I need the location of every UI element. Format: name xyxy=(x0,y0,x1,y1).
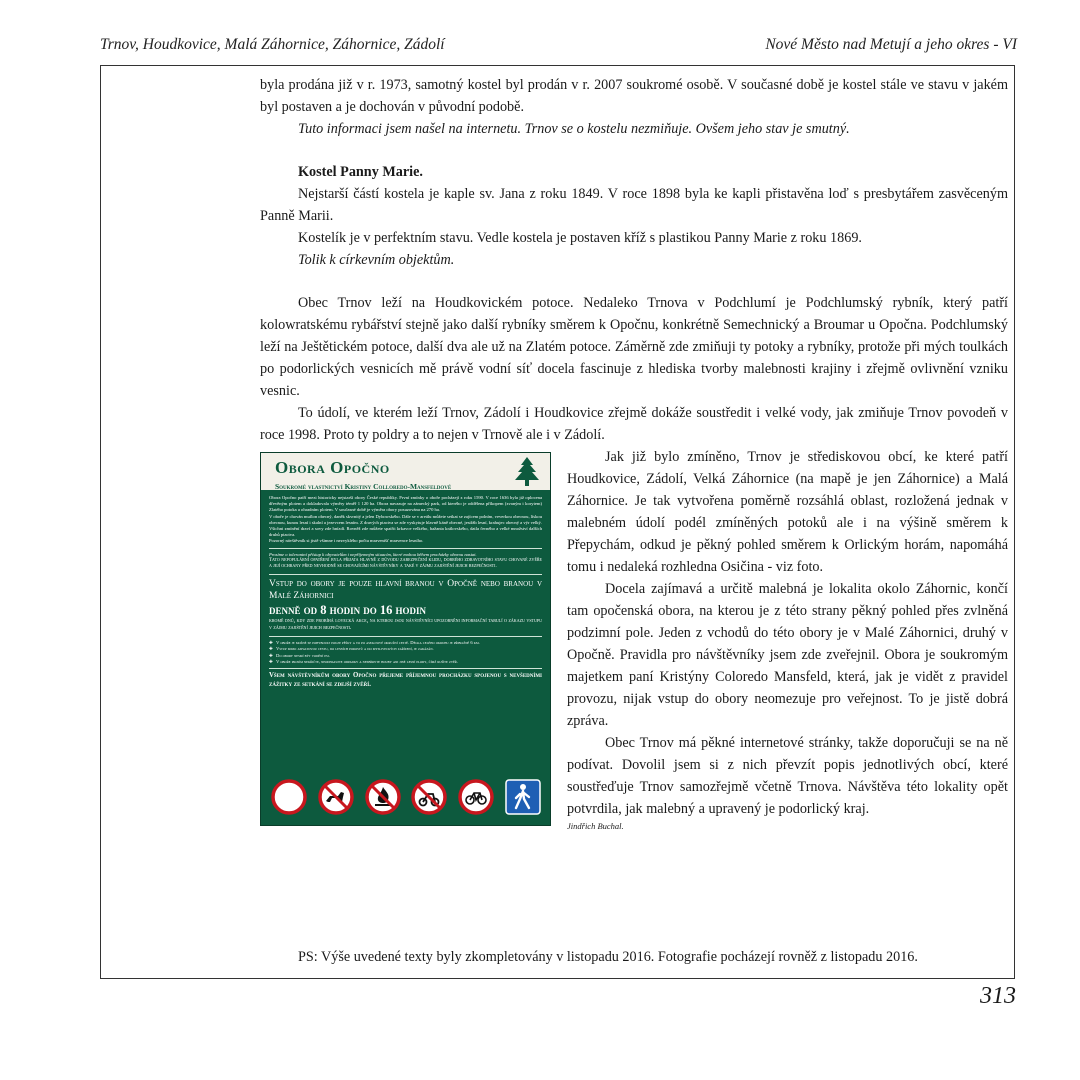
sign-text: V oboře je chován muflon obecný, daněk skvrnitý a jelen Dybowského. Dále se v areálu můžete setkat se zajícem polním, veverkou obecnou, lískou obecnou, kunou lesní i skalní a jezevcem lesním. Z dravých ptactva se zde vyskytuje hlavně káně obecné, jestřáb lesní, krahujec obecný a výr velký. Všichni zmínění draví a sovy zde hnízdí. Rovněž zde můžete spatřit krkavce velkého, bažanta královského, datla černého a velké množství dalších druhů ptactva. xyxy=(269,513,542,538)
running-header-right: Nové Město nad Metují a jeho okres - VI xyxy=(765,36,1017,53)
main-text xyxy=(260,74,1008,832)
sign-rule-item: ✚ Do obory nesmí být vodění psi. xyxy=(269,653,542,659)
no-dogs-icon xyxy=(318,779,354,815)
sign-hours: denně od 8 hodin do 16 hodin xyxy=(269,602,427,617)
section-heading: Kostel Panny Marie. xyxy=(298,164,423,180)
paragraph: To údolí, ve kterém leží Trnov, Zádolí i Houdkovice zřejmě dokáže soustředit i velké vody, jak zmiňuje Trnov povodeň v roce 1998. Proto ty poldry a to nejen v Trnově ale i v Zádolí. xyxy=(260,405,1008,443)
paragraph: Docela zajímavá a určitě malebná je lokalita okolo Záhornic, končí tam opočenská obora, na kterou je z této strany pěkný pohled přes zvlněná podzimní pole. Jeden z vchodů do této obory je v Malé Záhornici, druhý v Opočně. Pravidla pro návštěvníky jsem zde zveřejnil. Obora je soukromým majetkem paní Kristýny Coloredo Mansfeld, která, jak je vidět z pravidel provozu, nijak vstup do obory neomezuje pro veřejnost. To je jistě dobrá zpráva. xyxy=(567,581,1008,729)
no-fire-icon xyxy=(365,779,401,815)
sign-text: Tato nepopulární opatření byla přijata hlavně z důvodu zabezpečení klidu, dobrého zdravotního stavu chované zvěře a její ochrany před nevhodně se chovajícími návštěvníky a také v zájmu zajištění jejich bezpečnosti. xyxy=(269,557,542,570)
photo-obora-sign xyxy=(260,452,551,826)
postscript: PS: Výše uvedené texty byly zkompletovány v listopadu 2016. Fotografie pocházejí rovněž z listopadu 2016. xyxy=(298,949,918,965)
paragraph: Obec Trnov leží na Houdkovickém potoce. Nedaleko Trnova v Podchlumí je Podchlumský rybník, který patří kolowratskému rybářství stejně jako další rybníky směrem k Opočnu, konkrétně Semechnický a Broumar u Opočna. Podchlumský leží na Ještětickém potoce, další dva ale už na Zlatém potoce. Záměrně zde zmiňuji ty potoky a rybníky, protože při mých toulkách po podorlických vesnicích mě právě vodní síť docela fascinuje z hlediska tvorby malebnosti krajiny i zřejmě ovlivnění vzniku vesnic. xyxy=(260,295,1008,399)
sign-subtitle: Soukromé vlastnictví Kristiny Colloredo-Mansfeldové xyxy=(275,482,452,491)
pedestrians-allowed-icon xyxy=(505,779,541,815)
page-number: 313 xyxy=(980,983,1016,1009)
sign-title: Obora Opočno xyxy=(275,458,390,477)
paragraph: Nejstarší částí kostela je kaple sv. Jana z roku 1849. V roce 1898 byla ke kapli přistavěna loď s presbytářem zasvěceným Panně Marii. xyxy=(260,186,1008,224)
running-header xyxy=(100,36,1017,60)
sign-icons xyxy=(271,779,541,815)
paragraph: Kostelík je v perfektním stavu. Vedle kostela je postaven kříž s plastikou Panny Marie z roku 1869. xyxy=(298,230,862,246)
no-entry-icon xyxy=(271,779,307,815)
sign-bottom: Všem návštěvníkům obory Opočno přejeme příjemnou procházku spojenou s nevšedními zážitky ze setkání se zdejší zvěří. xyxy=(269,672,542,688)
sign-text: Pozorný návštěvník si jistě všimne i nezvyklého počtu mravenišť mravence lesního. xyxy=(269,538,424,544)
sign-rule-item: ✚ V oboře prosím nekřičte, neodhazujte odpadky a nesbírejte houby ani jiné lesní plody, čímž rušíte zvěř. xyxy=(269,659,542,665)
paragraph: Obec Trnov má pěkné internetové stránky, takže doporučuji se na ně podívat. Dovolil jsem si z nich převzít popis jednotlivých obcí, které soustřeďuje Trnov samozřejmě včetně Trnova. Návštěva této lokality opět potvrdila, jak malebný a upravený je podorlický kraj. xyxy=(567,735,1008,817)
sign-rule-item: ✚ V oboře je možné se pohybovat pouze pěšky a to po asfaltové okružní cestě. Délka celého okruhu je přibližně 6 km. xyxy=(269,640,542,646)
no-motor-vehicles-icon xyxy=(411,779,447,815)
sign-note: Prosíme o tolerantní přístup k obyvatelům i nepříjemným situacím, které mohou během procházky oborou nastat. xyxy=(269,551,477,557)
sign-header xyxy=(261,453,550,490)
obora-sign xyxy=(260,452,551,826)
no-bicycles-icon xyxy=(458,779,494,815)
tree-icon xyxy=(512,456,542,488)
sign-text: kromě dnů, kdy zde probíhá lovecká akce, na kterou jsou návštěvníci upozorněni informační tabulí o zákazu vstupu v zájmu zajištění jejich bezpečnosti. xyxy=(269,617,542,632)
paragraph-note: Tuto informaci jsem našel na internetu. Trnov se o kostelu nezmiňuje. Ovšem jeho stav je smutný. xyxy=(298,121,850,137)
paragraph: Jak již bylo zmíněno, Trnov je střediskovou obcí, ke které patří Houdkovice, Zádolí, Velká Záhornice (na mapě je jen Záhornice) a Malá Záhornice. Je tak vytvořena poměrně rozsáhlá oblast, rozložená jednak v malebném údolí podél zmíněných potoků ale i na výšině směrem k Přepychám, odkud je pěkný pohled směrem k Orlickým horám, napomáhá tomu i nedaleká rozhledna Osičina - viz foto. xyxy=(567,449,1008,575)
sign-body xyxy=(269,495,542,690)
signature: Jindřich Buchal. xyxy=(567,821,624,831)
sign-entry: Vstup do obory je pouze hlavní branou v Opočně nebo branou v Malé Záhornici xyxy=(269,578,542,601)
sign-rule-item: ✚ Vstup mimo asfaltovou cestu, do lesních porostů a do mysliveckých zařízení, je zakázán. xyxy=(269,646,542,652)
sign-rules xyxy=(269,640,542,665)
sign-text: Obora Opočno patří mezi historicky nejstarší obory České republiky. První zmínky o oboře pocházejí z roku 1590. V roce 1636 byla již oplocena dřevěným plotem a dokladovala výměry téměř 1 120 ha. Obora navazuje na zámecký park, od kterého je oddělena příkopem (zvaným i korytem) Zlatého potoka a ohradním plotem. V současné době je výměra obory posuzována na 270 ha. xyxy=(269,495,542,513)
paragraph-note: Tolik k církevním objektům. xyxy=(298,252,455,268)
paragraph: byla prodána již v r. 1973, samotný kostel byl prodán v r. 2007 soukromé osobě. V současné době je kostel stále ve stavu v jakém byl postaven a je dochován v původní podobě. xyxy=(260,77,1008,115)
running-header-left: Trnov, Houdkovice, Malá Záhornice, Záhornice, Zádolí xyxy=(100,36,445,53)
